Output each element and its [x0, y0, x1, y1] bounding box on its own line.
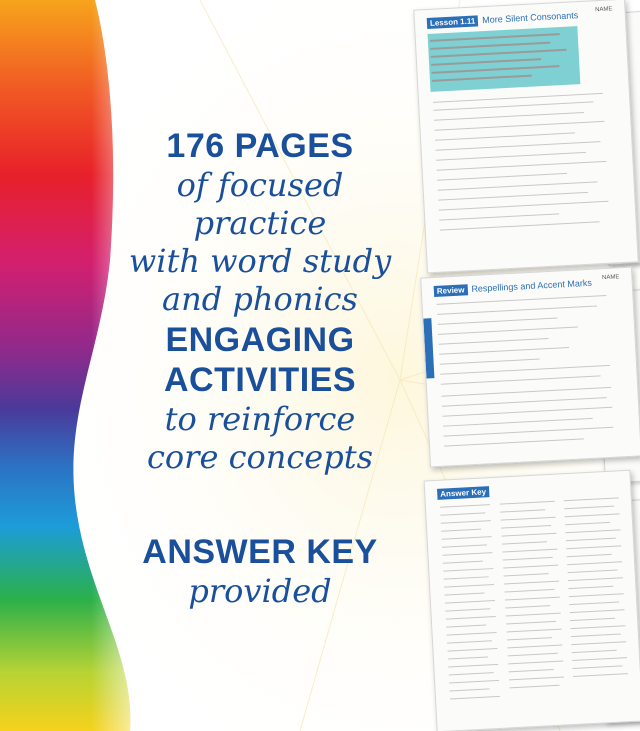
text-line [441, 529, 481, 532]
text-line [570, 625, 625, 629]
text-line [438, 318, 558, 325]
feature-subtitle: and phonics [162, 280, 358, 318]
text-line [438, 192, 588, 201]
text-line [572, 650, 617, 653]
text-line [445, 608, 490, 611]
text-line [502, 533, 557, 537]
text-line [449, 680, 499, 684]
text-line [507, 629, 562, 633]
text-line [435, 132, 575, 140]
text-line [568, 577, 623, 581]
text-line [440, 365, 610, 375]
text-line [434, 112, 584, 121]
text-line [434, 101, 594, 110]
text-line [448, 664, 498, 668]
page-side-tab [423, 318, 434, 378]
text-line [506, 621, 556, 625]
text-line [440, 512, 485, 515]
text-line [444, 438, 584, 446]
text-line [448, 656, 488, 659]
text-line [445, 600, 495, 604]
text-line [439, 347, 569, 355]
text-line [437, 173, 567, 181]
text-line [436, 141, 601, 151]
text-line [438, 326, 578, 334]
text-line [446, 625, 486, 628]
text-line [501, 517, 556, 521]
text-line [502, 549, 557, 553]
answer-key-tag: Answer Key [437, 486, 489, 500]
text-line [507, 645, 562, 649]
feature-headline: 176 PAGES [166, 127, 354, 165]
lesson-title: More Silent Consonants [481, 10, 579, 26]
text-line [444, 576, 489, 579]
text-line [501, 525, 551, 529]
text-line [504, 573, 549, 576]
text-line [441, 375, 601, 384]
text-line [437, 161, 607, 171]
text-line [444, 584, 494, 588]
text-line [566, 545, 621, 549]
text-line [509, 669, 554, 672]
text-line [573, 665, 623, 669]
feature-subtitle: of focused practice [176, 166, 344, 242]
text-line [503, 557, 553, 561]
text-line [440, 359, 540, 365]
text-line [439, 213, 559, 220]
text-line [569, 593, 624, 597]
text-line [438, 181, 598, 190]
answer-key-header [437, 484, 489, 501]
text-line [564, 497, 619, 501]
text-line [573, 673, 628, 677]
text-line [509, 685, 559, 689]
text-line [568, 586, 613, 589]
answer-key-page-thumbnail [424, 470, 640, 731]
text-line [569, 602, 619, 606]
text-line [504, 589, 554, 593]
text-line [565, 522, 610, 525]
text-line [564, 506, 614, 510]
text-line [565, 513, 620, 517]
text-line [509, 677, 564, 681]
text-line [439, 201, 609, 211]
feature-subtitle: with word study [128, 242, 392, 280]
text-line [450, 696, 500, 700]
text-line [440, 221, 600, 230]
text-line [572, 657, 627, 661]
feature-headline: ANSWER KEY [142, 533, 378, 571]
text-line [503, 565, 558, 569]
text-line [566, 538, 616, 542]
text-line [442, 407, 612, 417]
text-line [500, 509, 545, 512]
review-header [434, 276, 593, 298]
text-line [502, 541, 547, 544]
text-line [445, 593, 485, 596]
feature-answer-key [110, 532, 410, 610]
lesson-tag: Lesson 1.11 [427, 15, 479, 29]
feature-subtitle: provided [188, 572, 332, 610]
text-line [447, 648, 497, 652]
feature-activities [110, 320, 410, 476]
text-line [441, 387, 611, 397]
text-line [440, 504, 490, 508]
text-line [446, 616, 496, 620]
text-line [442, 397, 607, 407]
text-line [437, 305, 597, 314]
feature-headline: ACTIVITIES [163, 361, 357, 399]
text-line [439, 338, 549, 345]
text-line [508, 661, 563, 665]
text-line [449, 672, 494, 675]
feature-subtitle: to reinforce [164, 400, 356, 438]
text-line [567, 561, 622, 565]
text-line [507, 637, 552, 640]
review-tag: Review [434, 284, 468, 297]
text-line [443, 561, 483, 564]
text-line [442, 544, 487, 547]
feature-pages [110, 126, 410, 318]
text-line [504, 581, 559, 585]
text-line [570, 609, 625, 613]
text-line [568, 570, 618, 574]
text-line [447, 632, 497, 636]
text-line [565, 529, 620, 533]
text-line [443, 418, 593, 427]
review-title: Respellings and Accent Marks [471, 277, 593, 295]
text-line [500, 501, 555, 505]
text-line [506, 613, 561, 617]
text-line [505, 605, 550, 608]
text-line [435, 121, 605, 131]
text-line [508, 653, 558, 657]
text-line [450, 688, 490, 691]
text-line [567, 554, 612, 557]
review-page-thumbnail [420, 267, 640, 468]
text-line [436, 152, 586, 161]
text-line [443, 427, 613, 437]
feature-headline: ENGAGING [165, 321, 355, 359]
text-line [570, 618, 615, 621]
text-line [447, 640, 492, 643]
text-line [441, 520, 491, 524]
text-line [571, 641, 626, 645]
text-line [443, 568, 493, 572]
text-line [442, 552, 492, 556]
text-line [505, 597, 560, 601]
name-label: NAME [595, 6, 613, 14]
feature-subtitle: core concepts [146, 438, 373, 476]
name-label: NAME [601, 274, 620, 282]
text-line [571, 633, 621, 637]
lesson-page-thumbnail [413, 0, 639, 273]
text-line [442, 536, 492, 540]
